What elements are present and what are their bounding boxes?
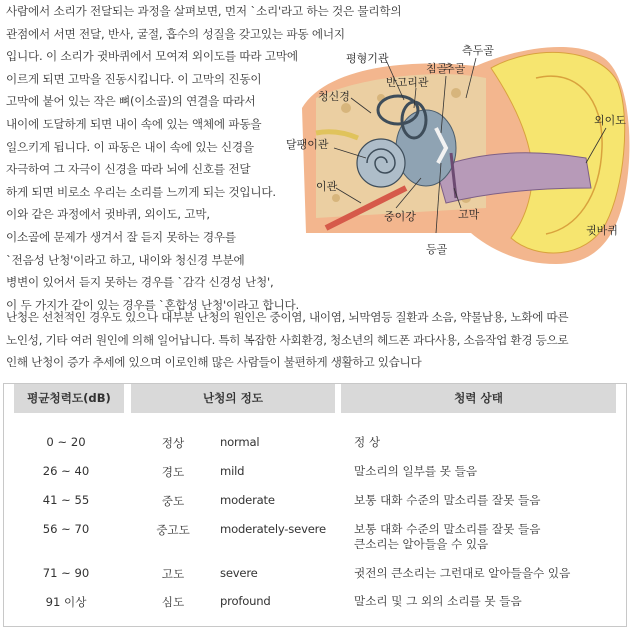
cell-range: 56 ~ 70 bbox=[42, 522, 90, 536]
bone-dot bbox=[451, 88, 461, 98]
label-incus: 침골 bbox=[426, 62, 448, 75]
intro-line: 관점에서 서면 전달, 반사, 굴절, 흡수의 성질을 갖고있는 파동 에너지 bbox=[6, 26, 345, 41]
cell-range: 0 ~ 20 bbox=[46, 435, 86, 449]
cell-degree-kr: 고도 bbox=[161, 567, 185, 581]
label-eardrum: 고막 bbox=[458, 208, 480, 221]
intro-line: 이 두 가지가 같이 있는 경우를 `혼합성 난청'이라고 합니다. bbox=[6, 297, 299, 312]
label-auditory-nerve: 청신경 bbox=[318, 90, 350, 103]
cause-paragraph bbox=[6, 306, 628, 374]
intro-line: 고막에 붙어 있는 작은 뼈(이소골)의 연결을 따라서 bbox=[6, 94, 256, 109]
intro-line: `전음성 난청'이라고 하고, 내이와 청신경 부분에 bbox=[6, 252, 245, 267]
bone-dot bbox=[341, 103, 351, 113]
cell-status: 정 상 bbox=[354, 435, 381, 449]
cell-status: 말소리 및 그 외의 소리를 못 들음 bbox=[354, 594, 522, 608]
intro-line: 자극하여 그 자극이 신경을 따라 뇌에 신호를 전달 bbox=[6, 162, 251, 177]
cell-degree-en: normal bbox=[220, 435, 260, 449]
hearing-level-table bbox=[3, 383, 627, 627]
bone-dot bbox=[332, 194, 340, 202]
cell-degree-kr: 중도 bbox=[161, 494, 185, 508]
label-stapes: 등골 bbox=[426, 243, 448, 256]
cell-degree-en: severe bbox=[220, 566, 258, 580]
cause-line: 난청은 선천적인 경우도 있으나 대부분 난청의 원인은 중이염, 내이염, 뇌막염등 질환과 소음, 약물남용, 노화에 따른 bbox=[6, 310, 569, 324]
label-pinna: 귓바퀴 bbox=[586, 224, 618, 237]
label-middle-ear: 중이강 bbox=[384, 210, 416, 223]
header-db: 평균청력도(dB) bbox=[14, 384, 124, 413]
intro-line: 내이에 도달하게 되면 내이 속에 있는 액체에 파동을 bbox=[6, 116, 262, 131]
intro-line: 하게 되면 비로소 우리는 소리를 느끼게 되는 것입니다. bbox=[6, 184, 276, 199]
cell-degree-en: moderate bbox=[220, 493, 275, 507]
cause-line: 인해 난청이 증가 추세에 있으며 이로인해 많은 사람들이 불편하게 생활하고 있습니다 bbox=[6, 355, 422, 370]
label-cochlea: 달팽이관 bbox=[286, 138, 329, 151]
intro-line: 일으키게 됩니다. 이 파동은 내이 속에 있는 신경을 bbox=[6, 139, 254, 154]
cell-degree-kr: 중고도 bbox=[156, 523, 190, 537]
header-degree: 난청의 정도 bbox=[131, 384, 335, 413]
intro-line: 입니다. 이 소리가 귓바퀴에서 모여져 외이도를 따라 고막에 bbox=[6, 49, 298, 64]
label-semicircular: 반고리관 bbox=[386, 76, 429, 89]
label-eustachian: 이관 bbox=[316, 180, 338, 193]
cell-degree-kr: 정상 bbox=[161, 436, 185, 450]
cell-status: 보통 대화 수준의 말소리를 잘못 들음 bbox=[354, 522, 541, 536]
intro-line: 병변이 있어서 듣지 못하는 경우를 `감각 신경성 난청', bbox=[6, 275, 274, 290]
intro-line: 사람에서 소리가 전달되는 과정을 살펴보면, 먼저 `소리'라고 하는 것은 물리학의 bbox=[6, 4, 402, 18]
label-balance-organ: 평형기관 bbox=[346, 52, 389, 65]
cell-degree-en: moderately-severe bbox=[220, 522, 326, 536]
label-ear-canal: 외이도 bbox=[594, 114, 626, 127]
cell-degree-kr: 경도 bbox=[161, 465, 185, 479]
ear-anatomy-illustration bbox=[286, 38, 633, 266]
cochlea-shape bbox=[357, 139, 405, 187]
header-status: 청력 상태 bbox=[341, 384, 616, 413]
cell-range: 91 이상 bbox=[45, 595, 87, 609]
cell-status: 보통 대화 수준의 말소리를 잘못 들음 bbox=[354, 493, 541, 507]
cell-status: 귓전의 큰소리는 그런대로 알아들을수 있음 bbox=[354, 566, 571, 580]
cell-degree-en: mild bbox=[220, 464, 245, 478]
cell-degree-en: profound bbox=[220, 594, 271, 608]
cell-range: 41 ~ 55 bbox=[42, 493, 90, 507]
intro-line: 이소골에 문제가 생겨서 잘 듣지 못하는 경우를 bbox=[6, 229, 236, 244]
cell-range: 71 ~ 90 bbox=[42, 566, 90, 580]
cell-status: 말소리의 일부를 못 들음 bbox=[354, 464, 478, 478]
intro-line: 이르게 되면 고막을 진동시킵니다. 이 고막의 진동이 bbox=[6, 71, 262, 86]
cell-status-line-2: 큰소리는 알아들을 수 있음 bbox=[354, 537, 489, 551]
label-temporal: 측두골 bbox=[462, 44, 494, 57]
cell-range: 26 ~ 40 bbox=[42, 464, 90, 478]
intro-line: 이와 같은 과정에서 귓바퀴, 외이도, 고막, bbox=[6, 207, 210, 222]
cell-degree-kr: 심도 bbox=[161, 595, 185, 609]
cause-line: 노인성, 기타 여러 원인에 의해 일어납니다. 특히 복잡한 사회환경, 청소년의 헤드폰 과다사용, 소음작업 환경 등으로 bbox=[6, 332, 569, 347]
label-malleus: 추골 bbox=[444, 62, 466, 75]
